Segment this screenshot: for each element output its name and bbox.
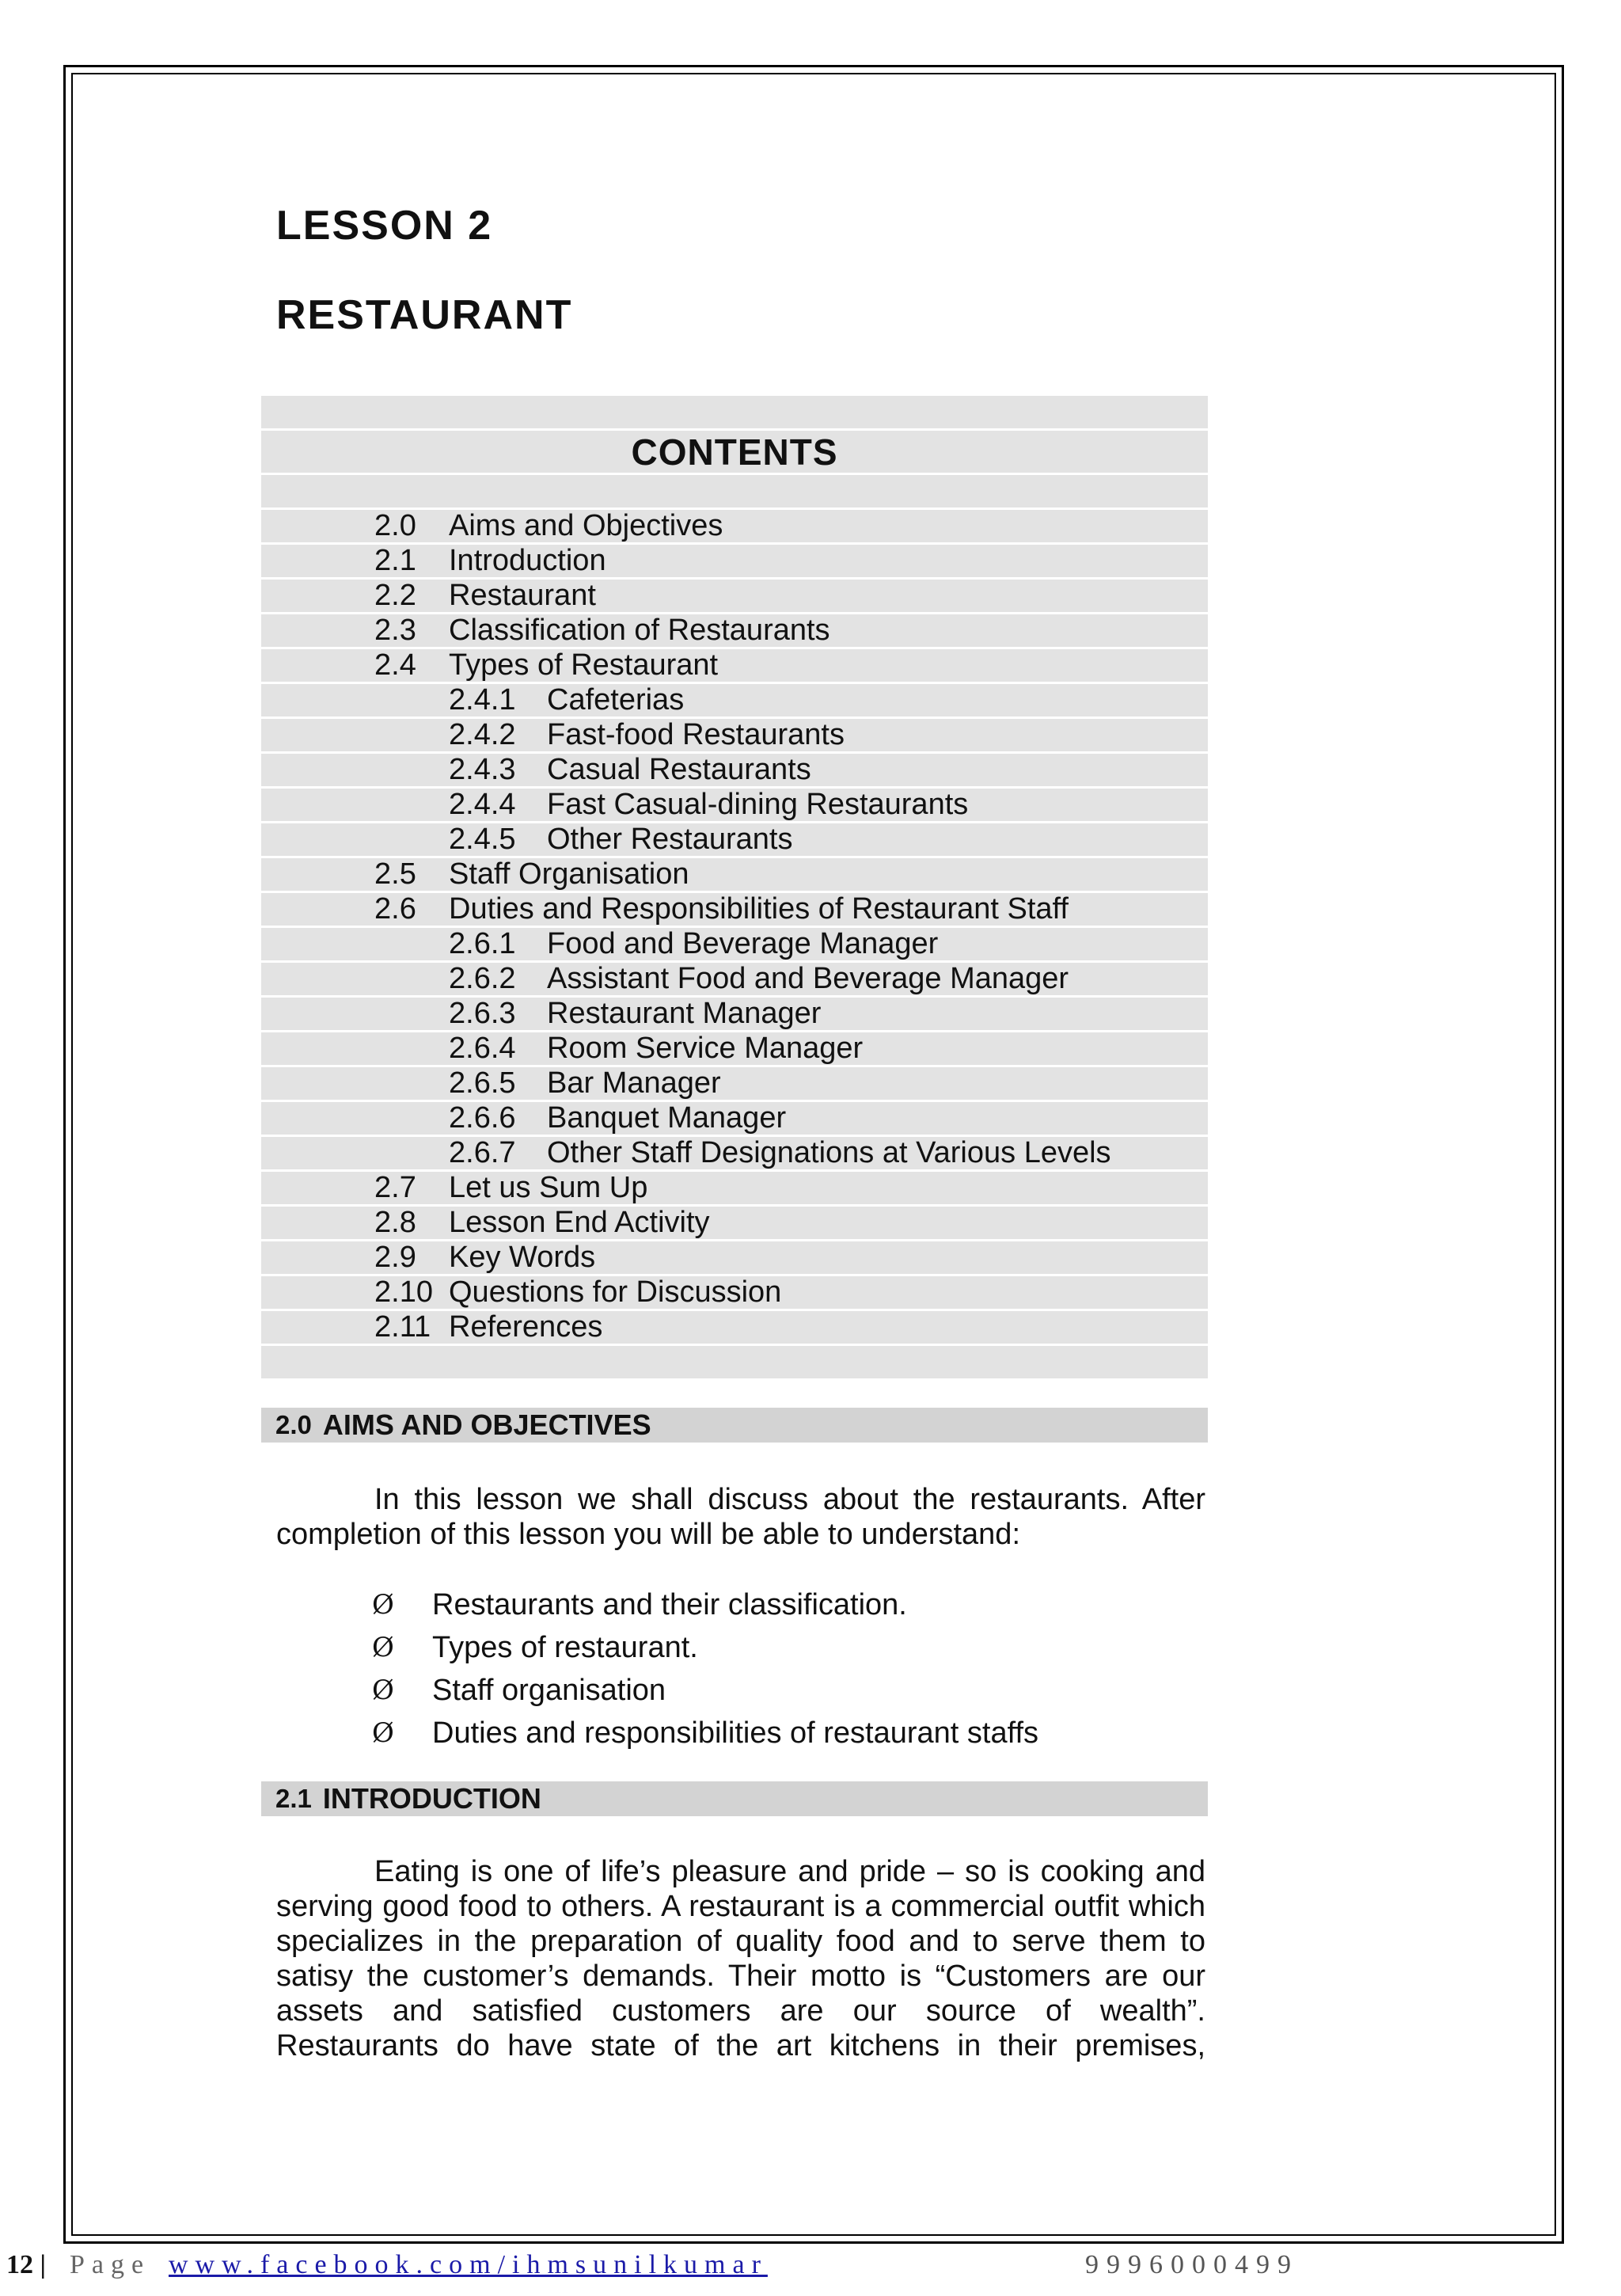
contents-item [261,684,1208,719]
contents-item-number: 2.3 [374,614,416,647]
contents-item-text: Other Restaurants [547,823,793,856]
bullet-icon: Ø [372,1674,394,1706]
contents-spacer [261,396,1208,431]
page-footer [6,2250,1613,2282]
contents-item-text: Key Words [449,1241,596,1274]
contents-item [261,510,1208,545]
contents-item-number: 2.4.2 [449,718,516,751]
contents-item-number: 2.2 [374,579,416,612]
bullet-icon: Ø [372,1717,394,1749]
contents-item-text: Fast-food Restaurants [547,718,845,751]
contents-item-text: Types of Restaurant [449,648,719,682]
contents-item-text: Let us Sum Up [449,1171,648,1204]
contents-item-number: 2.4 [374,648,416,682]
introduction-paragraph: Eating is one of life’s pleasure and pride – so is cooking and serving good food to others. A restaurant is a commercial outfit which specializes in the preparation of quality food and to serve them to satisy the customer’s demands. Their motto is “Customers are our assets and satisfied customers are our source of wealth”. Restaurants do have state of the art kitchens in their premises, [276,1855,1205,2062]
contents-item-number: 2.6.7 [449,1136,516,1169]
contents-item [261,1311,1208,1346]
contents-item-number: 2.8 [374,1206,416,1239]
contents-item-number: 2.6 [374,892,416,926]
list-item [372,1626,1038,1669]
section-number: 2.1 [275,1784,312,1813]
contents-item [261,823,1208,858]
contents-item-number: 2.6.3 [449,997,516,1030]
section-title: AIMS AND OBJECTIVES [322,1408,651,1441]
section-number: 2.0 [275,1410,312,1439]
contents-item [261,614,1208,649]
contents-item [261,1032,1208,1067]
contents-item-number: 2.4.1 [449,683,516,717]
contents-item-number: 2.6.1 [449,927,516,960]
contents-item [261,1207,1208,1241]
contents-item [261,1276,1208,1311]
bullet-text: Types of restaurant. [432,1630,698,1664]
contents-item-number: 2.0 [374,509,416,542]
contents-item-text: Staff Organisation [449,857,689,891]
contents-item [261,893,1208,928]
contents-item-number: 2.6.4 [449,1032,516,1065]
aims-intro-paragraph: In this lesson we shall discuss about the restaurants. After completion of this lesson you will be able to understand: [276,1483,1205,1551]
contents-item [261,649,1208,684]
bullet-text: Restaurants and their classification. [432,1587,907,1621]
contents-item-number: 2.4.5 [449,823,516,856]
list-item [372,1669,1038,1712]
contents-heading: CONTENTS [261,431,1208,475]
contents-item-number: 2.11 [374,1310,431,1344]
contents-item-text: Food and Beverage Manager [547,927,939,960]
contents-item-number: 2.1 [374,544,416,577]
contents-item-number: 2.5 [374,857,416,891]
contents-item [261,963,1208,998]
contents-item [261,1137,1208,1172]
contents-item [261,789,1208,823]
bullet-text: Staff organisation [432,1673,666,1707]
footer-phone: 9996000499 [1085,2250,1299,2279]
contents-item-text: Restaurant [449,579,596,612]
bullet-text: Duties and responsibilities of restaurant staffs [432,1716,1039,1750]
contents-box [261,396,1208,1381]
page-word: Page [70,2250,151,2279]
contents-item [261,754,1208,789]
contents-item-text: Other Staff Designations at Various Levels [547,1136,1111,1169]
footer-link[interactable]: www.facebook.com/ihmsunilkumar [169,2250,768,2279]
contents-item [261,928,1208,963]
contents-item [261,545,1208,580]
lesson-label: LESSON 2 [276,203,493,249]
contents-item-text: Bar Manager [547,1066,721,1100]
contents-item-number: 2.9 [374,1241,416,1274]
contents-item-number: 2.10 [374,1275,433,1309]
section-heading-aims [261,1408,1208,1443]
contents-item-text: References [449,1310,603,1344]
contents-spacer [261,475,1208,510]
contents-item [261,1241,1208,1276]
contents-item-text: Classification of Restaurants [449,614,830,647]
contents-item-text: Casual Restaurants [547,753,811,786]
aims-bullet-list [372,1583,1038,1754]
contents-item [261,719,1208,754]
contents-item-text: Lesson End Activity [449,1206,710,1239]
contents-item-text: Restaurant Manager [547,997,822,1030]
contents-item [261,1102,1208,1137]
lesson-title: RESTAURANT [276,292,573,338]
section-heading-introduction [261,1781,1208,1816]
section-title: INTRODUCTION [322,1782,541,1815]
bullet-icon: Ø [372,1632,394,1663]
list-item [372,1712,1038,1754]
contents-item [261,998,1208,1032]
contents-item-number: 2.6.2 [449,962,516,995]
contents-item-text: Room Service Manager [547,1032,864,1065]
contents-item [261,858,1208,893]
contents-item-text: Duties and Responsibilities of Restaurant Staff [449,892,1069,926]
list-item [372,1583,1038,1626]
contents-item-number: 2.6.6 [449,1101,516,1135]
contents-item-number: 2.6.5 [449,1066,516,1100]
contents-item-number: 2.7 [374,1171,416,1204]
contents-spacer [261,1346,1208,1381]
contents-item-number: 2.4.3 [449,753,516,786]
contents-item-text: Fast Casual-dining Restaurants [547,788,969,821]
contents-item [261,580,1208,614]
contents-item-number: 2.4.4 [449,788,516,821]
contents-item [261,1067,1208,1102]
contents-item-text: Cafeterias [547,683,685,717]
page-number: 12 | [6,2250,46,2279]
contents-item-text: Assistant Food and Beverage Manager [547,962,1069,995]
contents-item-text: Banquet Manager [547,1101,787,1135]
contents-item-text: Introduction [449,544,606,577]
bullet-icon: Ø [372,1589,394,1621]
contents-item-text: Aims and Objectives [449,509,723,542]
contents-item-text: Questions for Discussion [449,1275,782,1309]
contents-item [261,1172,1208,1207]
